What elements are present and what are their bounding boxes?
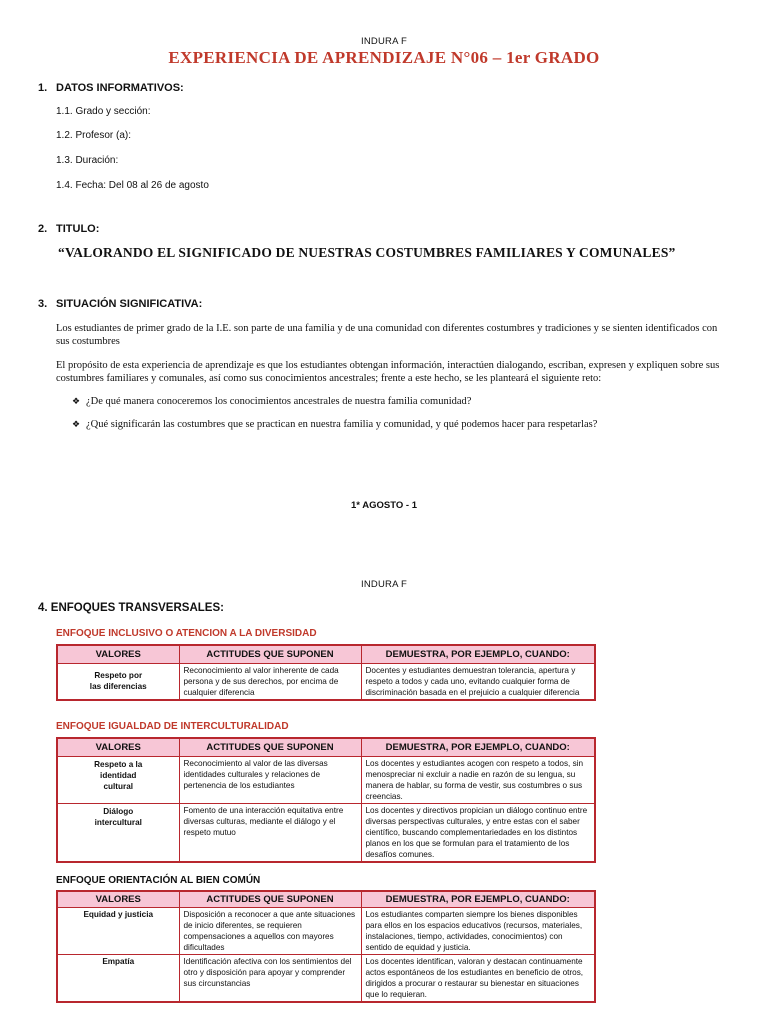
section-number: 2. [38, 223, 48, 235]
section-number: 3. [38, 298, 48, 310]
bullet-text: ¿De qué manera conoceremos los conocimientos ancestrales de nuestra familia comunidad? [86, 396, 472, 407]
valor-cell: Respeto por las diferencias [57, 664, 179, 701]
table-row [57, 664, 595, 701]
situacion-paragraph-2: El propósito de esta experiencia de aprendizaje es que los estudiantes obtengan información, interactúen dialogando, escriban, expresen y expliquen sobre sus costumbres familiares y comunales, así como sus conocimientos ancestrales; frente a este hecho, se les planteará el siguiente reto: [56, 360, 720, 384]
valor-cell: Diálogo intercultural [57, 804, 179, 863]
enfoque-inclusivo-table [56, 644, 596, 701]
table-row [57, 804, 595, 863]
reto-bullet-2 [72, 419, 597, 430]
org-header: INDURA F [361, 36, 407, 47]
enfoque-interculturalidad-table [56, 737, 596, 863]
column-header: VALORES [57, 738, 179, 757]
datos-profesor: 1.2. Profesor (a): [56, 130, 132, 141]
column-header: DEMUESTRA, POR EJEMPLO, CUANDO: [361, 891, 595, 908]
section-title: SITUACIÓN SIGNIFICATIVA: [56, 298, 203, 310]
column-header: DEMUESTRA, POR EJEMPLO, CUANDO: [361, 738, 595, 757]
org-header-second: INDURA F [361, 579, 407, 590]
valor-cell: Equidad y justicia [57, 908, 179, 955]
table-header-row [57, 738, 595, 757]
section-number: 1. [38, 82, 48, 94]
page-title: EXPERIENCIA DE APRENDIZAJE N°06 – 1er GRADO [168, 48, 600, 67]
diamond-bullet-icon: ❖ [72, 419, 81, 429]
actitud-cell: Identificación afectiva con los sentimientos del otro y disposición para apoyar y comprender sus circunstancias [179, 955, 361, 1003]
section-datos-heading [38, 82, 184, 94]
actitud-cell: Reconocimiento al valor inherente de cada persona y de sus derechos, por encima de cualquier diferencia [179, 664, 361, 701]
bullet-text: ¿Qué significarán las costumbres que se practican en nuestra familia y comunidad, y qué podemos hacer para respetarlas? [86, 419, 598, 430]
diamond-bullet-icon: ❖ [72, 396, 81, 406]
section-situacion-heading [38, 298, 202, 310]
column-header: VALORES [57, 645, 179, 664]
enfoque-inclusivo-title: ENFOQUE INCLUSIVO O ATENCION A LA DIVERSIDAD [56, 628, 317, 639]
table-header-row [57, 891, 595, 908]
datos-duracion: 1.3. Duración: [56, 155, 119, 166]
valor-cell: Empatía [57, 955, 179, 1003]
table-header-row [57, 645, 595, 664]
actitud-cell: Reconocimiento al valor de las diversas identidades culturales y relaciones de pertenencia de los estudiantes [179, 757, 361, 804]
table-row [57, 908, 595, 955]
demuestra-cell: Los docentes y estudiantes acogen con respeto a todos, sin menospreciar ni excluir a nadie en razón de su lengua, su manera de hablar, su forma de vestir, sus costumbres o sus creencias. [361, 757, 595, 804]
section-titulo-heading [38, 223, 99, 235]
demuestra-cell: Docentes y estudiantes demuestran tolerancia, apertura y respeto a todos y cada uno, evitando cualquier forma de discriminación basada en el prejuicio a cualquier diferencia [361, 664, 595, 701]
section-enfoques-heading: 4. ENFOQUES TRANSVERSALES: [38, 602, 224, 614]
valor-cell: Respeto a la identidad cultural [57, 757, 179, 804]
page-footer: 1* AGOSTO - 1 [351, 500, 417, 511]
reto-bullet-1 [72, 396, 471, 407]
column-header: ACTITUDES QUE SUPONEN [179, 645, 361, 664]
table-row [57, 757, 595, 804]
column-header: ACTITUDES QUE SUPONEN [179, 738, 361, 757]
column-header: DEMUESTRA, POR EJEMPLO, CUANDO: [361, 645, 595, 664]
demuestra-cell: Los docentes identifican, valoran y destacan continuamente actos espontáneos de los estudiantes en beneficio de otros, dirigidos a procurar o restaurar su bienestar en situaciones que lo requieran. [361, 955, 595, 1003]
situacion-paragraph-1: Los estudiantes de primer grado de la I.E. son parte de una familia y de una comunidad con diferentes costumbres y tradiciones y se sienten identificados con sus costumbres [56, 323, 718, 347]
enfoque-bien-comun-table [56, 890, 596, 1003]
column-header: ACTITUDES QUE SUPONEN [179, 891, 361, 908]
actitud-cell: Fomento de una interacción equitativa entre diversas culturas, mediante el diálogo y el respeto mutuo [179, 804, 361, 863]
section-title: DATOS INFORMATIVOS: [56, 82, 184, 94]
demuestra-cell: Los estudiantes comparten siempre los bienes disponibles para ellos en los espacios educativos (recursos, materiales, instalaciones, tiempo, actividades, conocimientos) con sentido de equidad y justicia. [361, 908, 595, 955]
table-row [57, 955, 595, 1003]
enfoque-interculturalidad-title: ENFOQUE IGUALDAD DE INTERCULTURALIDAD [56, 721, 289, 732]
enfoque-bien-comun-title: ENFOQUE ORIENTACIÓN AL BIEN COMÚN [56, 875, 261, 886]
datos-fecha: 1.4. Fecha: Del 08 al 26 de agosto [56, 180, 209, 191]
section-title: TITULO: [56, 223, 100, 235]
experience-title: “VALORANDO EL SIGNIFICADO DE NUESTRAS COSTUMBRES FAMILIARES Y COMUNALES” [58, 245, 676, 260]
datos-grado: 1.1. Grado y sección: [56, 106, 151, 117]
demuestra-cell: Los docentes y directivos propician un diálogo continuo entre diversas perspectivas culturales, y entre estas con el saber científico, buscando complementariedades en los distintos planos en los que se formulan para el tratamiento de los desafíos comunes. [361, 804, 595, 863]
column-header: VALORES [57, 891, 179, 908]
actitud-cell: Disposición a reconocer a que ante situaciones de inicio diferentes, se requieren compensaciones a aquellos con mayores dificultades [179, 908, 361, 955]
